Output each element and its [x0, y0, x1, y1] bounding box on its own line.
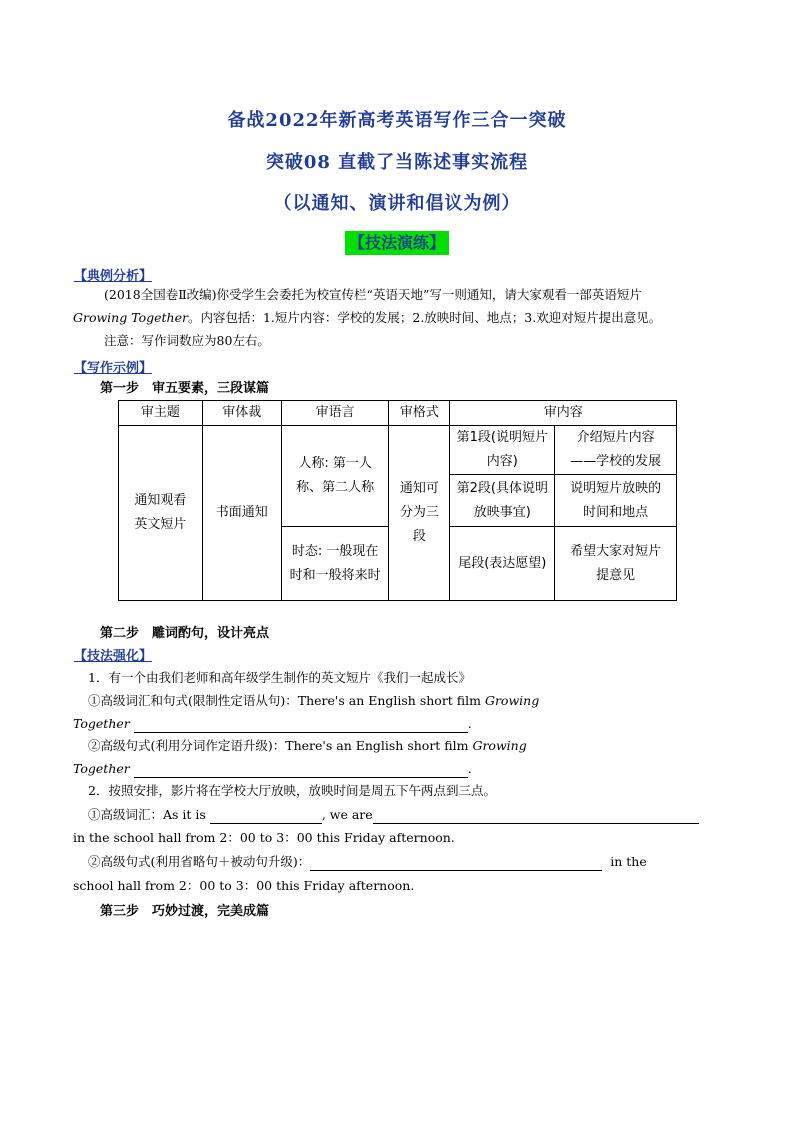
- cell-theme: 通知观看英文短片: [119, 426, 203, 601]
- cell-format: 通知可分为三段: [389, 426, 450, 601]
- answer-blank-1b[interactable]: [134, 763, 468, 778]
- question-2b: [88, 853, 647, 871]
- question-2b-suffix: in the: [610, 854, 647, 869]
- analysis-heading: 【典例分析】: [74, 269, 153, 284]
- cell-content-1: 介绍短片内容——学校的发展: [555, 426, 677, 475]
- analysis-table: [118, 400, 677, 601]
- question-1b-cont-italic: Together: [73, 761, 130, 776]
- cell-part-3: 尾段(表达愿望): [450, 527, 555, 601]
- question-1a-cont: [73, 715, 472, 733]
- cell-content-2: 说明短片放映的时间和地点: [555, 475, 677, 527]
- question-2b-cont: school hall from 2：00 to 3：00 this Friday afternoon.: [73, 878, 415, 893]
- example-heading: 【写作示例】: [74, 361, 153, 376]
- analysis-line-2: [73, 309, 661, 327]
- question-2b-prefix: ②高级句式(利用省略句＋被动句升级)：: [88, 854, 311, 869]
- analysis-line-2-rest: 。内容包括：1.短片内容：学校的发展；2.放映时间、地点；3.欢迎对短片提出意见。: [187, 310, 662, 325]
- question-2: 2．按照安排，影片将在学校大厅放映，放映时间是周五下午两点到三点。: [88, 783, 496, 798]
- question-1a-cont-italic: Together: [73, 716, 130, 731]
- question-1a-prefix: ①高级词汇和句式(限制性定语从句)：There's an English short film: [88, 693, 481, 708]
- step-2-title: 第二步 雕词酌句，设计亮点: [100, 626, 270, 641]
- question-1b-italic: Growing: [472, 738, 527, 753]
- question-1a-italic: Growing: [484, 693, 540, 708]
- section-badge: 【技法演练】: [345, 231, 449, 255]
- cell-part-2: 第2段(具体说明放映事宜): [450, 475, 555, 527]
- answer-blank-2a-1[interactable]: [210, 809, 322, 824]
- badge-wrapper: [0, 231, 794, 255]
- question-1b-prefix: ②高级句式(利用分词作定语升级)：There's an English short film: [88, 738, 469, 753]
- cell-content-3: 希望大家对短片提意见: [555, 527, 677, 601]
- step-1-title: 第一步 审五要素，三段谋篇: [100, 381, 270, 396]
- question-1b: [88, 737, 527, 755]
- cell-person: 人称: 第一人称、第二人称: [281, 426, 389, 527]
- question-2a-mid: , we are: [321, 807, 373, 822]
- header-language: 审语言: [281, 401, 389, 426]
- period-1b: .: [467, 761, 472, 776]
- header-content: 审内容: [450, 401, 677, 426]
- question-2a-prefix: ①高级词汇：As it is: [88, 807, 206, 822]
- analysis-line-3: 注意：写作词数应为80左右。: [104, 333, 270, 348]
- period-1a: .: [467, 716, 472, 731]
- question-1: 1．有一个由我们老师和高年级学生制作的英文短片《我们一起成长》: [88, 670, 471, 685]
- analysis-line-1: (2018全国卷Ⅱ改编)你受学生会委托为校宣传栏“英语天地”写一则通知，请大家观看一部英语短片: [104, 287, 642, 302]
- question-1b-cont: [73, 760, 472, 778]
- technique-heading: 【技法强化】: [74, 649, 153, 664]
- film-title: Growing Together: [73, 310, 188, 325]
- step-3-title: 第三步 巧妙过渡，完美成篇: [100, 904, 270, 919]
- header-genre: 审体裁: [202, 401, 281, 426]
- question-2a-cont: in the school hall from 2：00 to 3：00 this Friday afternoon.: [73, 830, 455, 845]
- document-subtitle: 突破08 直截了当陈述事实流程: [265, 152, 529, 173]
- cell-tense: 时态: 一般现在时和一般将来时: [281, 527, 389, 601]
- header-theme: 审主题: [119, 401, 203, 426]
- cell-genre: 书面通知: [202, 426, 281, 601]
- cell-part-1: 第1段(说明短片内容): [450, 426, 555, 475]
- answer-blank-2b[interactable]: [310, 856, 602, 871]
- question-1a: [88, 692, 539, 710]
- header-format: 审格式: [389, 401, 450, 426]
- answer-blank-2a-2[interactable]: [373, 809, 699, 824]
- document-subtitle-2: （以通知、演讲和倡议为例）: [273, 193, 521, 214]
- question-2a: [88, 806, 699, 824]
- answer-blank-1a[interactable]: [134, 718, 468, 733]
- document-title: 备战2022年新高考英语写作三合一突破: [227, 110, 567, 131]
